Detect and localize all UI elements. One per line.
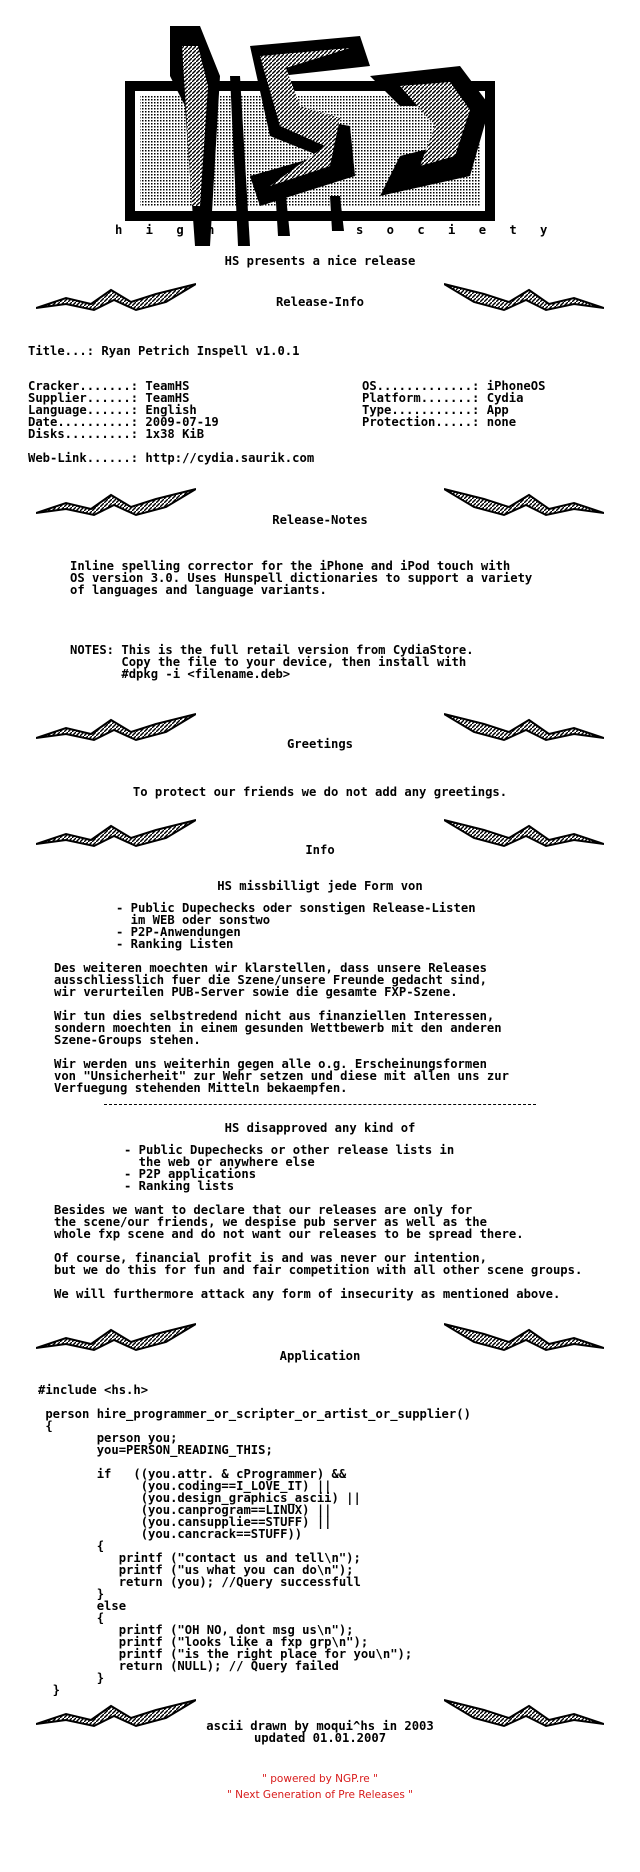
info-en-list-item: - Ranking lists	[124, 1179, 235, 1193]
code-line: (you.cansupplie==STUFF) ||	[38, 1515, 332, 1529]
code-line: return (NULL); // Query failed	[38, 1659, 339, 1673]
code-line: {	[38, 1539, 105, 1553]
detail-supplier: Supplier......: TeamHS	[28, 391, 190, 405]
code-line: printf ("contact us and tell\n");	[38, 1551, 361, 1565]
code-line: (you.canprogram==LINUX) ||	[38, 1503, 332, 1517]
info-de-p2: Wir tun dies selbstredend nicht aus finanziellen Interessen,	[54, 1009, 495, 1023]
banner-wing-right	[444, 282, 604, 312]
info-en-list-item: - Public Dupechecks or other release lists in	[124, 1143, 455, 1157]
info-de-list-item: - P2P-Anwendungen	[116, 925, 241, 939]
intro-line: HS presents a nice release	[224, 254, 416, 268]
code-line: person hire_programmer_or_scripter_or_artist_or_supplier()	[38, 1407, 471, 1421]
detail-protection: Protection.....: none	[362, 415, 517, 429]
detail-date: Date..........: 2009-07-19	[28, 415, 219, 429]
section-info: Info	[305, 843, 335, 857]
code-line: else	[38, 1599, 127, 1613]
info-de-p3: Wir werden uns weiterhin gegen alle o.g. Erscheinungsformen	[54, 1057, 487, 1071]
notes2-line: NOTES: This is the full retail version from CydiaStore.	[70, 643, 474, 657]
code-line: (you.coding==I_LOVE_IT) ||	[38, 1479, 332, 1493]
info-en-list-item: the web or anywhere else	[124, 1155, 315, 1169]
banner-wing-right	[444, 712, 604, 742]
code-line: (you.design_graphics_ascii) ||	[38, 1491, 361, 1505]
code-line: }	[38, 1683, 61, 1697]
notes-line: OS version 3.0. Uses Hunspell dictionaries to support a variety	[70, 571, 533, 585]
credits-line: updated 01.01.2007	[253, 1731, 387, 1745]
detail-cracker: Cracker.......: TeamHS	[28, 379, 190, 393]
info-de-p3: Verfuegung stehenden Mitteln bekaempfen.	[54, 1081, 348, 1095]
logo-word-society: s o c i e t y	[356, 223, 556, 237]
footer-tagline: " Next Generation of Pre Releases "	[226, 1789, 414, 1801]
code-line: you=PERSON_READING_THIS;	[38, 1443, 273, 1457]
detail-type: Type...........: App	[362, 403, 509, 417]
code-line: if ((you.attr. & cProgrammer) &&	[38, 1467, 347, 1481]
detail-disks: Disks.........: 1x38 KiB	[28, 427, 205, 441]
code-line: printf ("is the right place for you\n");	[38, 1647, 413, 1661]
code-line: return (you); //Query successfull	[38, 1575, 361, 1589]
notes2-line: #dpkg -i <filename.deb>	[70, 667, 291, 681]
info-en-heading: HS disapproved any kind of	[224, 1121, 416, 1135]
info-en-p1: whole fxp scene and do not want our releases to be spread there.	[54, 1227, 524, 1241]
section-application: Application	[279, 1349, 361, 1363]
banner-wing-right	[444, 818, 604, 848]
info-de-p2: sondern moechten in einem gesunden Wettbewerb mit den anderen	[54, 1021, 502, 1035]
info-de-p2: Szene-Groups stehen.	[54, 1033, 201, 1047]
info-de-p1: Des weiteren moechten wir klarstellen, dass unsere Releases	[54, 961, 487, 975]
info-de-list-item: - Public Dupechecks oder sonstigen Release-Listen	[116, 901, 476, 915]
info-en-list-item: - P2P applications	[124, 1167, 257, 1181]
info-de-heading: HS missbilligt jede Form von	[217, 879, 423, 893]
info-de-list-item: - Ranking Listen	[116, 937, 234, 951]
code-line: printf ("us what you can do\n");	[38, 1563, 354, 1577]
info-de-p1: wir verurteilen PUB-Server sowie die gesamte FXP-Szene.	[54, 985, 458, 999]
section-release-notes: Release-Notes	[272, 513, 368, 527]
logo-word-high: h i g h	[115, 223, 223, 237]
info-de-p1: ausschliesslich fuer die Szene/unsere Freunde gedacht sind,	[54, 973, 487, 987]
detail-language: Language......: English	[28, 403, 197, 417]
notes-line: Inline spelling corrector for the iPhone and iPod touch with	[70, 559, 511, 573]
code-line: }	[38, 1587, 105, 1601]
credits-line: ascii drawn by moqui^hs in 2003	[206, 1719, 434, 1733]
banner-wing-left	[36, 1322, 196, 1352]
banner-wing-left	[36, 487, 196, 517]
code-line: (you.cancrack==STUFF))	[38, 1527, 303, 1541]
notes2-line: Copy the file to your device, then install with	[70, 655, 467, 669]
code-line: #include <hs.h>	[38, 1383, 149, 1397]
notes-line: of languages and language variants.	[70, 583, 327, 597]
code-line: person you;	[38, 1431, 178, 1445]
info-de-p3: von "Unsicherheit" zur Wehr setzen und diese mit allen uns zur	[54, 1069, 509, 1083]
banner-wing-right	[444, 487, 604, 517]
code-line: printf ("OH NO, dont msg us\n");	[38, 1623, 354, 1637]
detail-os: OS.............: iPhoneOS	[362, 379, 546, 393]
title-line: Title...: Ryan Petrich Inspell v1.0.1	[28, 344, 300, 358]
info-en-p3: We will furthermore attack any form of insecurity as mentioned above.	[54, 1287, 561, 1301]
code-line: {	[38, 1419, 53, 1433]
info-en-p1: the scene/our friends, we despise pub server as well as the	[54, 1215, 487, 1229]
footer-powered-by: " powered by NGP.re "	[262, 1773, 378, 1785]
web-link: Web-Link......: http://cydia.saurik.com	[28, 451, 315, 465]
greetings-text: To protect our friends we do not add any greetings.	[132, 785, 508, 799]
code-line: printf ("looks like a fxp grp\n");	[38, 1635, 369, 1649]
detail-platform: Platform.......: Cydia	[362, 391, 524, 405]
info-en-p1: Besides we want to declare that our releases are only for	[54, 1203, 473, 1217]
code-line: {	[38, 1611, 105, 1625]
section-greetings: Greetings	[286, 737, 354, 751]
banner-wing-right	[444, 1322, 604, 1352]
info-en-p2: but we do this for fun and fair competition with all other scene groups.	[54, 1263, 583, 1277]
section-release-info: Release-Info	[275, 295, 365, 309]
info-de-list-item: im WEB oder sonstwo	[116, 913, 271, 927]
info-en-p2: Of course, financial profit is and was never our intention,	[54, 1251, 487, 1265]
separator-rule	[104, 1104, 536, 1105]
code-line: }	[38, 1671, 105, 1685]
